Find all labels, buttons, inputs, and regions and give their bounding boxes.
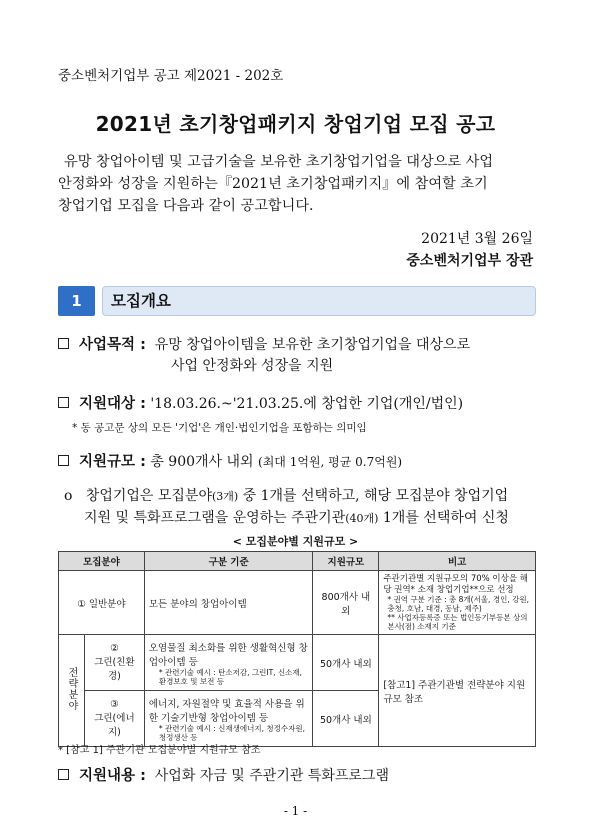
scale-label: 지원규모 : — [79, 454, 146, 470]
content-label: 지원내용 : — [79, 768, 146, 784]
cell-strategic-note: [참고1] 주관기관별 전략분야 지원규모 참조 — [379, 635, 536, 747]
section-header — [58, 286, 536, 316]
bullet-text-small2: (40개) — [345, 512, 379, 525]
checkbox-square-icon — [58, 455, 69, 466]
bullet-marker-icon: o — [64, 488, 73, 504]
cell-scale-green-eco: 50개사 내외 — [313, 635, 379, 691]
criteria-sub-3: * 관련기술 예시 : 신재생에너지, 청정수자원, 청정생산 등 — [158, 723, 305, 742]
target-note: * 동 공고문 상의 모든 '기업'은 개인·법인기업을 포함하는 의미임 — [72, 422, 367, 434]
header-scale: 지원규모 — [313, 552, 379, 571]
announcement-date: 2021년 3월 26일 — [421, 231, 533, 247]
header-note: 비고 — [379, 552, 536, 571]
section-number: 1 — [58, 286, 95, 316]
intro-line-3: 창업기업 모집을 다음과 같이 공고합니다. — [58, 198, 314, 214]
cell-criteria-green-energy — [144, 691, 313, 747]
content-item — [58, 764, 389, 785]
purpose-label: 사업목적 : — [79, 337, 146, 353]
note-sub-2: ** 사업자등록증 또는 법인등기부등본 상의 본사(점) 소재지 기준 — [387, 613, 528, 632]
bullet-text-line2b: 1개를 선택하여 신청 — [378, 510, 509, 526]
scale-item — [58, 450, 402, 471]
document-number: 중소벤처기업부 공고 제2021 - 202호 — [58, 68, 284, 84]
table-caption: < 모집분야별 지원규모 > — [232, 535, 359, 548]
table-row — [59, 635, 536, 691]
scale-text: 총 900개사 내외 — [150, 454, 254, 470]
support-scale-table — [58, 551, 536, 747]
criteria-sub-2: * 관련기술 예시 : 탄소저감, 그린IT, 신소재, 환경보호 및 보전 등 — [158, 667, 303, 686]
bullet-text-part1: 창업기업은 모집분야 — [85, 488, 212, 504]
issuer-name: 중소벤처기업부 장관 — [406, 253, 533, 269]
table-footnote: * [참고 1] 주관기관 모집분야별 지원규모 참조 — [58, 745, 261, 756]
cell-scale-green-energy: 50개사 내외 — [313, 691, 379, 747]
document-title: 2021년 초기창업패키지 창업기업 모집 공고 — [95, 112, 496, 136]
cell-field-green-energy — [84, 691, 144, 747]
target-text: '18.03.26.~'21.03.25.에 창업한 기업(개인/법인) — [150, 396, 464, 412]
cell-field-general: ① 일반분야 — [59, 571, 145, 635]
field-num-3: ③ — [110, 699, 119, 710]
cell-strategic-label — [59, 635, 85, 747]
criteria-main-3: 에너지, 자원절약 및 효율적 사용을 위한 기술기반형 창업아이템 등 — [148, 698, 305, 724]
checkbox-square-icon — [58, 769, 69, 780]
strategic-label: 전략분야 — [65, 667, 77, 711]
table-header-row — [59, 552, 536, 571]
target-item — [58, 392, 463, 413]
page-number: - 1 - — [283, 804, 308, 818]
bullet-text-line2a: 지원 및 특화프로그램을 운영하는 주관기관 — [84, 510, 346, 526]
checkbox-square-icon — [58, 397, 69, 408]
cell-scale-general: 800개사 내외 — [313, 571, 379, 635]
table-row — [59, 571, 536, 635]
bullet-text-small1: (3개) — [211, 490, 239, 503]
field-name-2: 그린(친환경) — [94, 657, 135, 682]
bullet-text-part2: 중 1개를 선택하고, 해당 모집분야 창업기업 — [238, 488, 509, 504]
field-num-2: ② — [110, 643, 119, 654]
section-title: 모집개요 — [102, 286, 536, 316]
target-label: 지원대상 : — [79, 396, 146, 412]
cell-note-general — [379, 571, 536, 635]
bullet-line-2 — [84, 507, 509, 527]
cell-criteria-general: 모든 분야의 창업아이템 — [144, 571, 313, 635]
cell-field-green-eco — [84, 635, 144, 691]
intro-line-2: 안정화와 성장을 지원하는『2021년 초기창업패키지』에 참여할 초기 — [58, 176, 488, 192]
note-sub-1: * 권역 구분 기준 : 총 8개(서울, 경인, 강원, 충청, 호남, 대경, 동남, 제주) — [387, 595, 529, 614]
bullet-line-1 — [64, 485, 508, 505]
cell-criteria-green-eco — [144, 635, 313, 691]
criteria-main-2: 오염물질 최소화를 위한 생활혁신형 창업아이템 등 — [148, 642, 308, 668]
purpose-text-continued: 사업 안정화와 성장을 지원 — [171, 358, 334, 374]
note-main: 주관기관별 지원규모의 70% 이상을 해당 권역* 소재 창업기업**으로 선정 — [383, 573, 528, 595]
field-name-3: 그린(에너지) — [94, 713, 135, 738]
content-text: 사업화 자금 및 주관기관 특화프로그램 — [154, 768, 389, 784]
header-field: 모집분야 — [59, 552, 145, 571]
header-criteria: 구분 기준 — [144, 552, 313, 571]
purpose-item — [58, 333, 470, 354]
intro-line-1: 유망 창업아이템 및 고급기술을 보유한 초기창업기업을 대상으로 사업 — [64, 154, 494, 170]
scale-subtext: (최대 1억원, 평균 0.7억원) — [258, 455, 403, 469]
checkbox-square-icon — [58, 338, 69, 349]
purpose-text: 유망 창업아이템을 보유한 초기창업기업을 대상으로 — [154, 337, 471, 353]
